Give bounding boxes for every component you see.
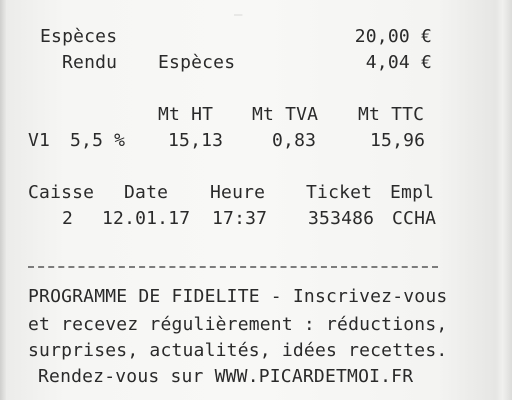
especes-amount: 20,00 €: [354, 26, 432, 47]
vat-header-ht: Mt HT: [158, 104, 214, 125]
paper-right-edge: [496, 0, 512, 400]
ticket-header: Ticket: [306, 182, 373, 203]
footer-line-4: Rendez-vous sur WWW.PICARDETMOI.FR: [38, 366, 414, 387]
heure-header: Heure: [210, 182, 266, 203]
footer-line-2: et recevez régulièrement : réductions,: [28, 314, 448, 335]
vat-tva-value: 0,83: [272, 130, 317, 151]
rendu-especes-label: Espèces: [158, 52, 236, 73]
especes-label: Espèces: [40, 26, 118, 47]
date-header: Date: [124, 182, 169, 203]
footer-line-3: surprises, actualités, idées recettes.: [28, 340, 448, 361]
date-value: 12.01.17: [102, 208, 191, 229]
vat-ttc-value: 15,96: [370, 130, 426, 151]
vat-header-ttc: Mt TTC: [358, 104, 425, 125]
rendu-label: Rendu: [62, 52, 118, 73]
footer-line-1: PROGRAMME DE FIDELITE - Inscrivez-vous: [28, 286, 448, 307]
empl-value: CCHA: [392, 208, 437, 229]
vat-code: V1: [28, 130, 51, 151]
empl-header: Empl: [390, 182, 435, 203]
caisse-value: 2: [62, 208, 74, 229]
show-through-mark: —: [234, 7, 243, 23]
vat-header-tva: Mt TVA: [252, 104, 319, 125]
ticket-value: 353486: [308, 208, 375, 229]
vat-ht-value: 15,13: [168, 130, 224, 151]
rendu-amount: 4,04 €: [365, 52, 432, 73]
vat-rate: 5,5 %: [70, 130, 126, 151]
dashed-separator: [28, 266, 438, 268]
heure-value: 17:37: [212, 208, 268, 229]
receipt-paper: [6, 0, 496, 400]
caisse-header: Caisse: [28, 182, 95, 203]
